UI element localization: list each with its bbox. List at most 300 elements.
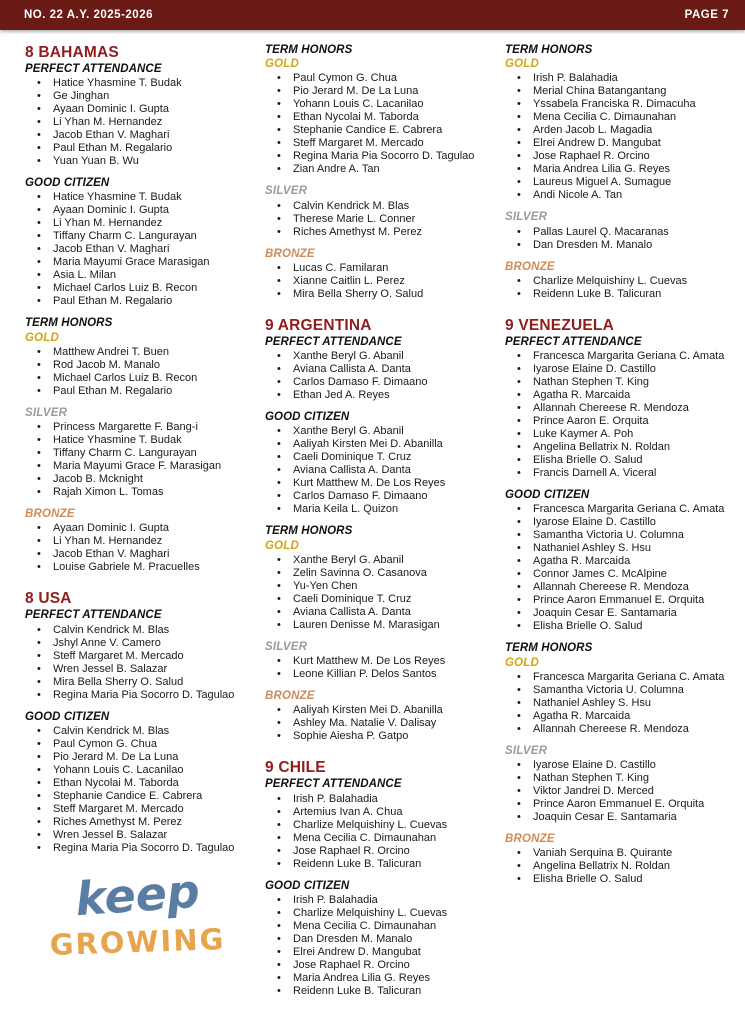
category-heading: GOOD CITIZEN bbox=[265, 879, 350, 892]
student-name: Caeli Dominique T. Cruz bbox=[293, 592, 412, 605]
list-item bbox=[25, 842, 250, 855]
list-item bbox=[25, 217, 250, 230]
list-item bbox=[265, 464, 490, 477]
list-item bbox=[505, 454, 730, 467]
keep-growing-decoration bbox=[25, 863, 250, 963]
student-name: Andi Nicole A. Tan bbox=[533, 189, 623, 202]
list-item bbox=[25, 295, 250, 308]
bullet-icon: • bbox=[517, 873, 521, 886]
bullet-icon: • bbox=[37, 688, 41, 701]
list-item bbox=[265, 907, 490, 920]
bullet-icon: • bbox=[517, 363, 521, 376]
page-number: PAGE 7 bbox=[684, 9, 729, 21]
list-item bbox=[265, 163, 490, 176]
honor-list bbox=[505, 847, 730, 886]
category-heading: GOOD CITIZEN bbox=[25, 177, 110, 190]
student-name: Tiffany Charm C. Langurayan bbox=[53, 230, 197, 243]
list-item bbox=[25, 77, 250, 90]
bullet-icon: • bbox=[277, 605, 281, 618]
list-item bbox=[505, 402, 730, 415]
list-item bbox=[505, 72, 730, 85]
page-header bbox=[0, 0, 745, 30]
bullet-icon: • bbox=[517, 683, 521, 696]
honor-list bbox=[265, 894, 490, 998]
bullet-icon: • bbox=[37, 204, 41, 217]
list-item bbox=[265, 894, 490, 907]
honor-list bbox=[265, 704, 490, 743]
student-name: Nathaniel Ashley S. Hsu bbox=[533, 696, 652, 709]
list-item bbox=[265, 946, 490, 959]
student-name: Francis Darnell A. Viceral bbox=[533, 467, 657, 480]
list-item bbox=[265, 85, 490, 98]
bullet-icon: • bbox=[37, 243, 41, 256]
student-name: Ayaan Dominic I. Gupta bbox=[53, 103, 169, 116]
bullet-icon: • bbox=[277, 199, 281, 212]
student-name: Yohann Louis C. Lacanilao bbox=[293, 98, 424, 111]
list-item bbox=[265, 477, 490, 490]
column-1 bbox=[25, 36, 250, 998]
list-item bbox=[505, 860, 730, 873]
honor-list bbox=[505, 350, 730, 480]
student-name: Kurt Matthew M. De Los Reyes bbox=[293, 655, 446, 668]
honor-list bbox=[25, 725, 250, 855]
student-name: Vaniah Serquina B. Quirante bbox=[533, 847, 673, 860]
bullet-icon: • bbox=[517, 124, 521, 137]
bullet-icon: • bbox=[37, 434, 41, 447]
bullet-icon: • bbox=[37, 623, 41, 636]
student-name: Leone Killian P. Delos Santos bbox=[293, 668, 437, 681]
student-name: Mena Cecilia C. Dimaunahan bbox=[293, 831, 437, 844]
student-name: Xanthe Beryl G. Abanil bbox=[293, 425, 404, 438]
student-name: Stephanie Candice E. Cabrera bbox=[293, 124, 443, 137]
student-name: Jacob Ethan V. Maghari bbox=[53, 548, 170, 561]
bullet-icon: • bbox=[517, 428, 521, 441]
list-item bbox=[25, 522, 250, 535]
student-name: Tiffany Charm C. Langurayan bbox=[53, 447, 197, 460]
list-item bbox=[265, 503, 490, 516]
honor-list bbox=[265, 200, 490, 239]
list-item bbox=[25, 561, 250, 574]
bullet-icon: • bbox=[277, 85, 281, 98]
honor-list bbox=[505, 759, 730, 824]
bullet-icon: • bbox=[517, 225, 521, 238]
bullet-icon: • bbox=[517, 189, 521, 202]
bullet-icon: • bbox=[277, 906, 281, 919]
student-name: Regina Maria Pia Socorro D. Tagulao bbox=[293, 150, 475, 163]
student-name: Mira Bella Sherry O. Salud bbox=[53, 675, 184, 688]
bullet-icon: • bbox=[37, 269, 41, 282]
bullet-icon: • bbox=[277, 274, 281, 287]
bullet-icon: • bbox=[517, 503, 521, 516]
student-name: Regina Maria Pia Socorro D. Tagulao bbox=[53, 841, 235, 854]
student-name: Prince Aaron Emmanuel E. Orquita bbox=[533, 798, 705, 811]
student-name: Li Yhan M. Hernandez bbox=[53, 535, 163, 548]
student-name: Jose Raphael R. Orcino bbox=[293, 844, 410, 857]
category-heading: PERFECT ATTENDANCE bbox=[25, 63, 162, 76]
list-item bbox=[25, 535, 250, 548]
student-name: Mira Bella Sherry O. Salud bbox=[293, 287, 424, 300]
bullet-icon: • bbox=[37, 155, 41, 168]
list-item bbox=[265, 288, 490, 301]
bullet-icon: • bbox=[277, 932, 281, 945]
bullet-icon: • bbox=[517, 759, 521, 772]
student-name: Prince Aaron Emmanuel E. Orquita bbox=[533, 594, 705, 607]
bullet-icon: • bbox=[37, 447, 41, 460]
bullet-icon: • bbox=[37, 649, 41, 662]
student-name: Iyarose Elaine D. Castillo bbox=[533, 516, 656, 529]
bullet-icon: • bbox=[37, 675, 41, 688]
bullet-icon: • bbox=[517, 150, 521, 163]
bullet-icon: • bbox=[277, 212, 281, 225]
bullet-icon: • bbox=[277, 477, 281, 490]
list-item bbox=[505, 620, 730, 633]
bullet-icon: • bbox=[277, 668, 281, 681]
column-2 bbox=[265, 36, 490, 998]
student-name: Aviana Callista A. Danta bbox=[293, 605, 411, 618]
bullet-icon: • bbox=[277, 464, 281, 477]
list-item bbox=[505, 529, 730, 542]
student-name: Reidenn Luke B. Talicuran bbox=[293, 984, 422, 997]
bullet-icon: • bbox=[37, 384, 41, 397]
student-name: Calvin Kendrick M. Blas bbox=[53, 724, 170, 737]
student-name: Luke Kaymer A. Poh bbox=[533, 428, 634, 441]
bullet-icon: • bbox=[277, 451, 281, 464]
bullet-icon: • bbox=[277, 971, 281, 984]
student-name: Calvin Kendrick M. Blas bbox=[53, 623, 170, 636]
bullet-icon: • bbox=[277, 792, 281, 805]
honor-list bbox=[25, 522, 250, 574]
bullet-icon: • bbox=[277, 618, 281, 631]
student-name: Jacob Ethan V. Maghari bbox=[53, 129, 170, 142]
student-name: Pallas Laurel Q. Macaranas bbox=[533, 225, 669, 238]
bullet-icon: • bbox=[517, 581, 521, 594]
bullet-icon: • bbox=[277, 490, 281, 503]
bullet-icon: • bbox=[517, 620, 521, 633]
list-item bbox=[505, 542, 730, 555]
list-item bbox=[505, 163, 730, 176]
honor-list bbox=[265, 350, 490, 402]
tier-heading-silver: SILVER bbox=[25, 406, 68, 419]
list-item bbox=[505, 847, 730, 860]
list-item bbox=[25, 434, 250, 447]
list-item bbox=[25, 486, 250, 499]
list-item bbox=[25, 155, 250, 168]
category-heading: TERM HONORS bbox=[505, 44, 593, 56]
student-name: Agatha R. Marcaida bbox=[533, 389, 631, 402]
list-item bbox=[25, 650, 250, 663]
list-item bbox=[265, 350, 490, 363]
list-item bbox=[25, 230, 250, 243]
list-item bbox=[265, 262, 490, 275]
student-name: Artemius Ivan A. Chua bbox=[293, 805, 403, 818]
student-name: Mena Cecilia C. Dimaunahan bbox=[293, 919, 437, 932]
bullet-icon: • bbox=[37, 802, 41, 815]
tier-heading-silver: SILVER bbox=[505, 211, 548, 224]
bullet-icon: • bbox=[517, 350, 521, 363]
student-name: Zelin Savinna O. Casanova bbox=[293, 566, 427, 579]
list-item bbox=[265, 920, 490, 933]
list-item bbox=[265, 959, 490, 972]
honor-list bbox=[265, 72, 490, 176]
bullet-icon: • bbox=[37, 815, 41, 828]
list-item bbox=[505, 581, 730, 594]
bullet-icon: • bbox=[37, 282, 41, 295]
student-name: Carlos Damaso F. Dimaano bbox=[293, 376, 428, 389]
bullet-icon: • bbox=[517, 415, 521, 428]
student-name: Zian Andre A. Tan bbox=[293, 163, 380, 176]
student-name: Hatice Yhasmine T. Budak bbox=[53, 77, 182, 90]
list-item bbox=[25, 751, 250, 764]
honor-list bbox=[25, 624, 250, 702]
list-item bbox=[25, 191, 250, 204]
list-item bbox=[25, 346, 250, 359]
bullet-icon: • bbox=[37, 750, 41, 763]
student-name: Joaquin Cesar E. Santamaria bbox=[533, 811, 677, 824]
bullet-icon: • bbox=[37, 421, 41, 434]
bullet-icon: • bbox=[517, 798, 521, 811]
list-item bbox=[25, 204, 250, 217]
student-name: Yu-Yen Chen bbox=[293, 579, 358, 592]
bullet-icon: • bbox=[277, 261, 281, 274]
list-item bbox=[265, 213, 490, 226]
bullet-icon: • bbox=[277, 857, 281, 870]
bullet-icon: • bbox=[517, 568, 521, 581]
list-item bbox=[265, 137, 490, 150]
bullet-icon: • bbox=[37, 522, 41, 535]
honor-list bbox=[505, 671, 730, 736]
bullet-icon: • bbox=[517, 137, 521, 150]
student-name: Hatice Yhasmine T. Budak bbox=[53, 191, 182, 204]
student-name: Jose Raphael R. Orcino bbox=[533, 150, 650, 163]
student-name: Allannah Chereese R. Mendoza bbox=[533, 402, 689, 415]
bullet-icon: • bbox=[277, 425, 281, 438]
student-name: Asia L. Milan bbox=[53, 269, 116, 282]
bullet-icon: • bbox=[517, 98, 521, 111]
student-name: Ge Jinghan bbox=[53, 90, 110, 103]
bullet-icon: • bbox=[517, 238, 521, 251]
student-name: Jshyl Anne V. Camero bbox=[53, 636, 161, 649]
student-name: Agatha R. Marcaida bbox=[533, 555, 631, 568]
list-item bbox=[265, 580, 490, 593]
list-item bbox=[505, 363, 730, 376]
student-name: Xanthe Beryl G. Abanil bbox=[293, 350, 404, 363]
category-heading: TERM HONORS bbox=[505, 642, 593, 655]
bullet-icon: • bbox=[517, 772, 521, 785]
list-item bbox=[265, 845, 490, 858]
student-name: Dan Dresden M. Manalo bbox=[533, 238, 653, 251]
student-name: Allannah Chereese R. Mendoza bbox=[533, 722, 689, 735]
student-name: Carlos Damaso F. Dimaano bbox=[293, 490, 428, 503]
student-name: Wren Jessel B. Salazar bbox=[53, 828, 168, 841]
list-item bbox=[265, 451, 490, 464]
bullet-icon: • bbox=[277, 287, 281, 300]
student-name: Aaliyah Kirsten Mei D. Abanilla bbox=[293, 438, 443, 451]
honor-list bbox=[265, 554, 490, 632]
category-heading: PERFECT ATTENDANCE bbox=[265, 778, 402, 791]
bullet-icon: • bbox=[277, 818, 281, 831]
bullet-icon: • bbox=[277, 389, 281, 402]
student-name: Maria Andrea Lilia G. Reyes bbox=[293, 971, 430, 984]
list-item bbox=[265, 200, 490, 213]
bullet-icon: • bbox=[517, 516, 521, 529]
student-name: Yssabela Franciska R. Dimacuha bbox=[533, 98, 696, 111]
bullet-icon: • bbox=[37, 486, 41, 499]
list-item bbox=[25, 90, 250, 103]
student-name: Maria Mayumi Grace Marasigan bbox=[53, 256, 210, 269]
bullet-icon: • bbox=[37, 473, 41, 486]
list-item bbox=[505, 350, 730, 363]
bullet-icon: • bbox=[277, 655, 281, 668]
student-name: Francesca Margarita Geriana C. Amata bbox=[533, 670, 725, 683]
list-item bbox=[25, 243, 250, 256]
bullet-icon: • bbox=[277, 350, 281, 363]
student-name: Merial China Batangantang bbox=[533, 85, 667, 98]
list-item bbox=[505, 137, 730, 150]
list-item bbox=[505, 467, 730, 480]
bullet-icon: • bbox=[277, 958, 281, 971]
bullet-icon: • bbox=[517, 811, 521, 824]
honor-list bbox=[25, 77, 250, 168]
honor-list bbox=[265, 793, 490, 871]
student-name: Samantha Victoria U. Columna bbox=[533, 529, 684, 542]
bullet-icon: • bbox=[37, 116, 41, 129]
list-item bbox=[505, 98, 730, 111]
bullet-icon: • bbox=[517, 274, 521, 287]
list-item bbox=[265, 98, 490, 111]
list-item bbox=[265, 832, 490, 845]
list-item bbox=[25, 624, 250, 637]
category-heading: PERFECT ATTENDANCE bbox=[265, 335, 402, 348]
list-item bbox=[265, 124, 490, 137]
bullet-icon: • bbox=[277, 831, 281, 844]
list-item bbox=[265, 72, 490, 85]
bullet-icon: • bbox=[517, 467, 521, 480]
bullet-icon: • bbox=[277, 592, 281, 605]
bullet-icon: • bbox=[517, 72, 521, 85]
honor-roll-content bbox=[0, 30, 745, 998]
category-heading: PERFECT ATTENDANCE bbox=[25, 609, 162, 622]
honor-list bbox=[25, 191, 250, 308]
list-item bbox=[505, 798, 730, 811]
bullet-icon: • bbox=[277, 553, 281, 566]
list-item bbox=[25, 548, 250, 561]
category-heading: GOOD CITIZEN bbox=[25, 710, 110, 723]
student-name: Nathan Stephen T. King bbox=[533, 772, 649, 785]
list-item bbox=[265, 490, 490, 503]
list-item bbox=[265, 972, 490, 985]
tier-heading-silver: SILVER bbox=[505, 744, 548, 757]
student-name: Samantha Victoria U. Columna bbox=[533, 683, 684, 696]
category-heading: TERM HONORS bbox=[265, 525, 353, 538]
student-name: Pio Jerard M. De La Luna bbox=[53, 750, 179, 763]
bullet-icon: • bbox=[37, 295, 41, 308]
list-item bbox=[25, 738, 250, 751]
bullet-icon: • bbox=[37, 256, 41, 269]
bullet-icon: • bbox=[517, 85, 521, 98]
bullet-icon: • bbox=[517, 287, 521, 300]
student-name: Angelina Bellatrix N. Roldan bbox=[533, 441, 670, 454]
tier-heading-bronze: BRONZE bbox=[265, 247, 315, 260]
student-name: Riches Amethyst M. Perez bbox=[53, 815, 182, 828]
bullet-icon: • bbox=[277, 376, 281, 389]
student-name: Michael Carlos Luiz B. Recon bbox=[53, 371, 198, 384]
bullet-icon: • bbox=[37, 789, 41, 802]
bullet-icon: • bbox=[37, 103, 41, 116]
bullet-icon: • bbox=[277, 98, 281, 111]
student-name: Dan Dresden M. Manalo bbox=[293, 932, 413, 945]
list-item bbox=[265, 606, 490, 619]
list-item bbox=[505, 607, 730, 620]
bullet-icon: • bbox=[37, 345, 41, 358]
student-name: Paul Ethan M. Regalario bbox=[53, 384, 173, 397]
bullet-icon: • bbox=[277, 163, 281, 176]
student-name: Elrei Andrew D. Mangubat bbox=[533, 137, 661, 150]
section-title: 8 BAHAMAS bbox=[25, 44, 119, 61]
student-name: Nathan Stephen T. King bbox=[533, 376, 649, 389]
student-name: Pio Jerard M. De La Luna bbox=[293, 85, 419, 98]
tier-heading-gold: GOLD bbox=[505, 58, 540, 71]
bullet-icon: • bbox=[37, 217, 41, 230]
list-item bbox=[505, 594, 730, 607]
bullet-icon: • bbox=[517, 555, 521, 568]
student-name: Aviana Callista A. Danta bbox=[293, 464, 411, 477]
student-name: Steff Margaret M. Mercado bbox=[53, 649, 184, 662]
bullet-icon: • bbox=[37, 828, 41, 841]
student-name: Allannah Chereese R. Mendoza bbox=[533, 581, 689, 594]
student-name: Ethan Nycolai M. Taborda bbox=[293, 111, 419, 124]
category-heading: PERFECT ATTENDANCE bbox=[505, 335, 642, 348]
list-item bbox=[265, 567, 490, 580]
student-name: Ethan Jed A. Reyes bbox=[293, 389, 390, 402]
tier-heading-gold: GOLD bbox=[505, 656, 540, 669]
list-item bbox=[25, 790, 250, 803]
list-item bbox=[25, 829, 250, 842]
student-name: Ethan Nycolai M. Taborda bbox=[53, 776, 179, 789]
bullet-icon: • bbox=[37, 636, 41, 649]
list-item bbox=[265, 425, 490, 438]
honor-list bbox=[25, 421, 250, 499]
bullet-icon: • bbox=[37, 561, 41, 574]
tier-heading-gold: GOLD bbox=[25, 331, 60, 344]
bullet-icon: • bbox=[277, 893, 281, 906]
bullet-icon: • bbox=[277, 438, 281, 451]
student-name: Agatha R. Marcaida bbox=[533, 709, 631, 722]
category-heading: TERM HONORS bbox=[265, 44, 353, 56]
student-name: Princess Margarette F. Bang-i bbox=[53, 421, 198, 434]
list-item bbox=[265, 111, 490, 124]
student-name: Paul Ethan M. Regalario bbox=[53, 142, 173, 155]
tier-heading-bronze: BRONZE bbox=[265, 690, 315, 703]
bullet-icon: • bbox=[517, 389, 521, 402]
list-item bbox=[505, 376, 730, 389]
column-3 bbox=[505, 36, 730, 998]
student-name: Viktor Jandrei D. Merced bbox=[533, 785, 654, 798]
list-item bbox=[505, 697, 730, 710]
student-name: Irish P. Balahadia bbox=[293, 893, 378, 906]
bullet-icon: • bbox=[37, 77, 41, 90]
bullet-icon: • bbox=[37, 142, 41, 155]
student-name: Joaquin Cesar E. Santamaria bbox=[533, 607, 677, 620]
bullet-icon: • bbox=[277, 730, 281, 743]
student-name: Francesca Margarita Geriana C. Amata bbox=[533, 350, 725, 363]
bullet-icon: • bbox=[517, 722, 521, 735]
bullet-icon: • bbox=[277, 363, 281, 376]
list-item bbox=[265, 806, 490, 819]
list-item bbox=[265, 619, 490, 632]
student-name: Irish P. Balahadia bbox=[533, 72, 618, 85]
student-name: Steff Margaret M. Mercado bbox=[53, 802, 184, 815]
student-name: Arden Jacob L. Magadia bbox=[533, 124, 653, 137]
